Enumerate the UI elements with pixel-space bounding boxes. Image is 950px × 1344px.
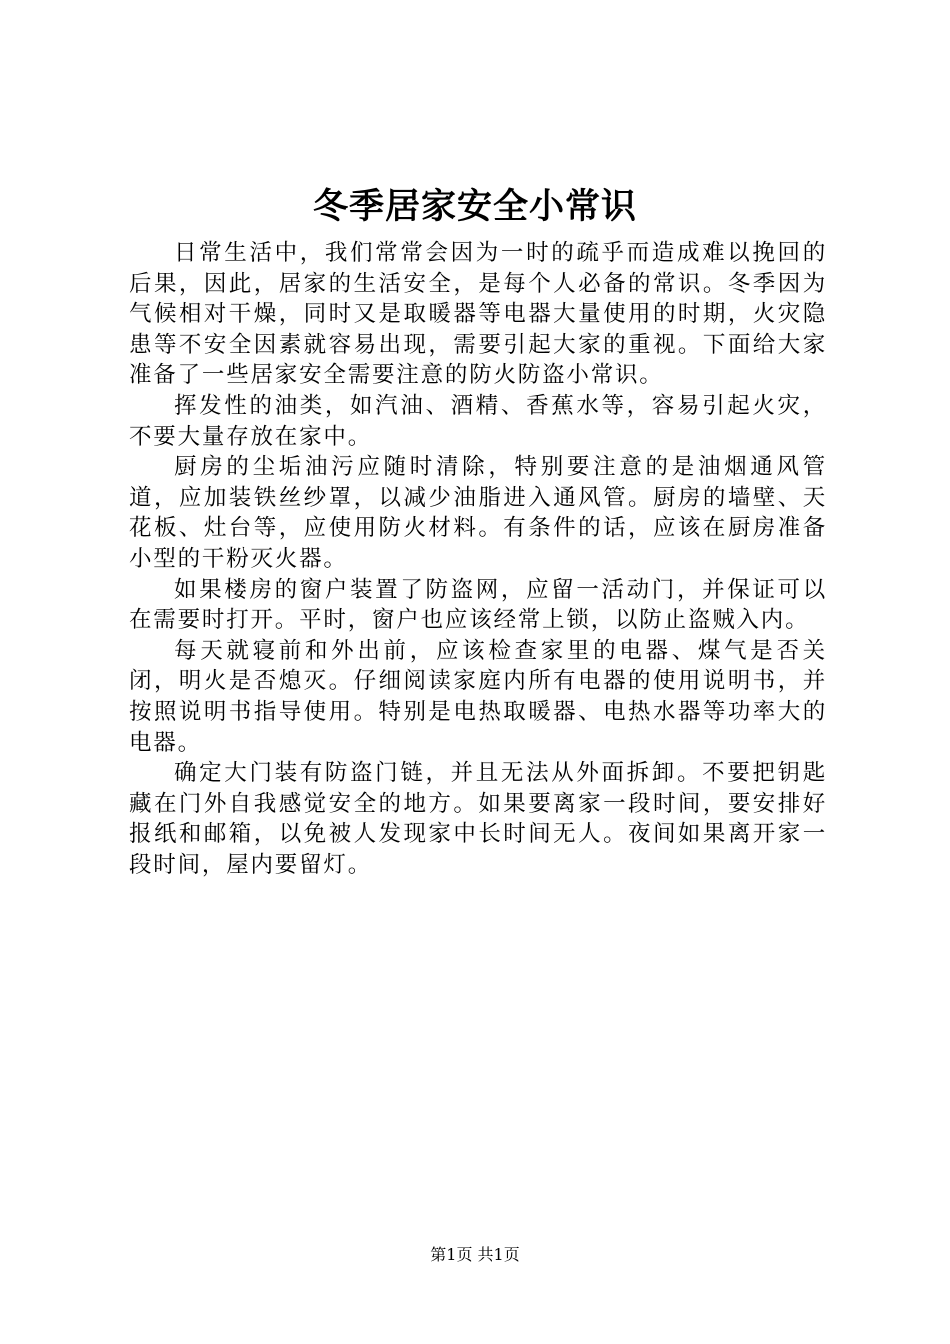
paragraph-door: 确定大门装有防盗门链，并且无法从外面拆卸。不要把钥匙藏在门外自我感觉安全的地方。如果要离家一段时间，要安排好报纸和邮箱，以免被人发现家中长时间无人。夜间如果离开家一段时间，屋内要留灯。 [129,760,827,878]
page-footer: 第1页 共1页 [430,1245,520,1264]
paragraph-intro: 日常生活中，我们常常会因为一时的疏乎而造成难以挽回的后果，因此，居家的生活安全，是每个人必备的常识。冬季因为气候相对干燥，同时又是取暖器等电器大量使用的时期，火灾隐患等不安全因素就容易出现，需要引起大家的重视。下面给大家准备了一些居家安全需要注意的防火防盗小常识。 [129,240,827,389]
document-title: 冬季居家安全小常识 [312,187,637,227]
paragraph-kitchen: 厨房的尘垢油污应随时清除，特别要注意的是油烟通风管道，应加装铁丝纱罩，以减少油脂进入通风管。厨房的墙壁、天花板、灶台等，应使用防火材料。有条件的话，应该在厨房准备小型的干粉灭火器。 [129,454,827,572]
paragraph-volatile-oils: 挥发性的油类，如汽油、酒精、香蕉水等，容易引起火灾，不要大量存放在家中。 [129,392,827,450]
document-body [129,238,827,880]
paragraph-windows: 如果楼房的窗户装置了防盗网，应留一活动门，并保证可以在需要时打开。平时，窗户也应该经常上锁，以防止盗贼入内。 [129,576,827,634]
paragraph-appliances: 每天就寝前和外出前，应该检查家里的电器、煤气是否关闭，明火是否熄灭。仔细阅读家庭内所有电器的使用说明书，并按照说明书指导使用。特别是电热取暖器、电热水器等功率大的电器。 [129,637,827,756]
